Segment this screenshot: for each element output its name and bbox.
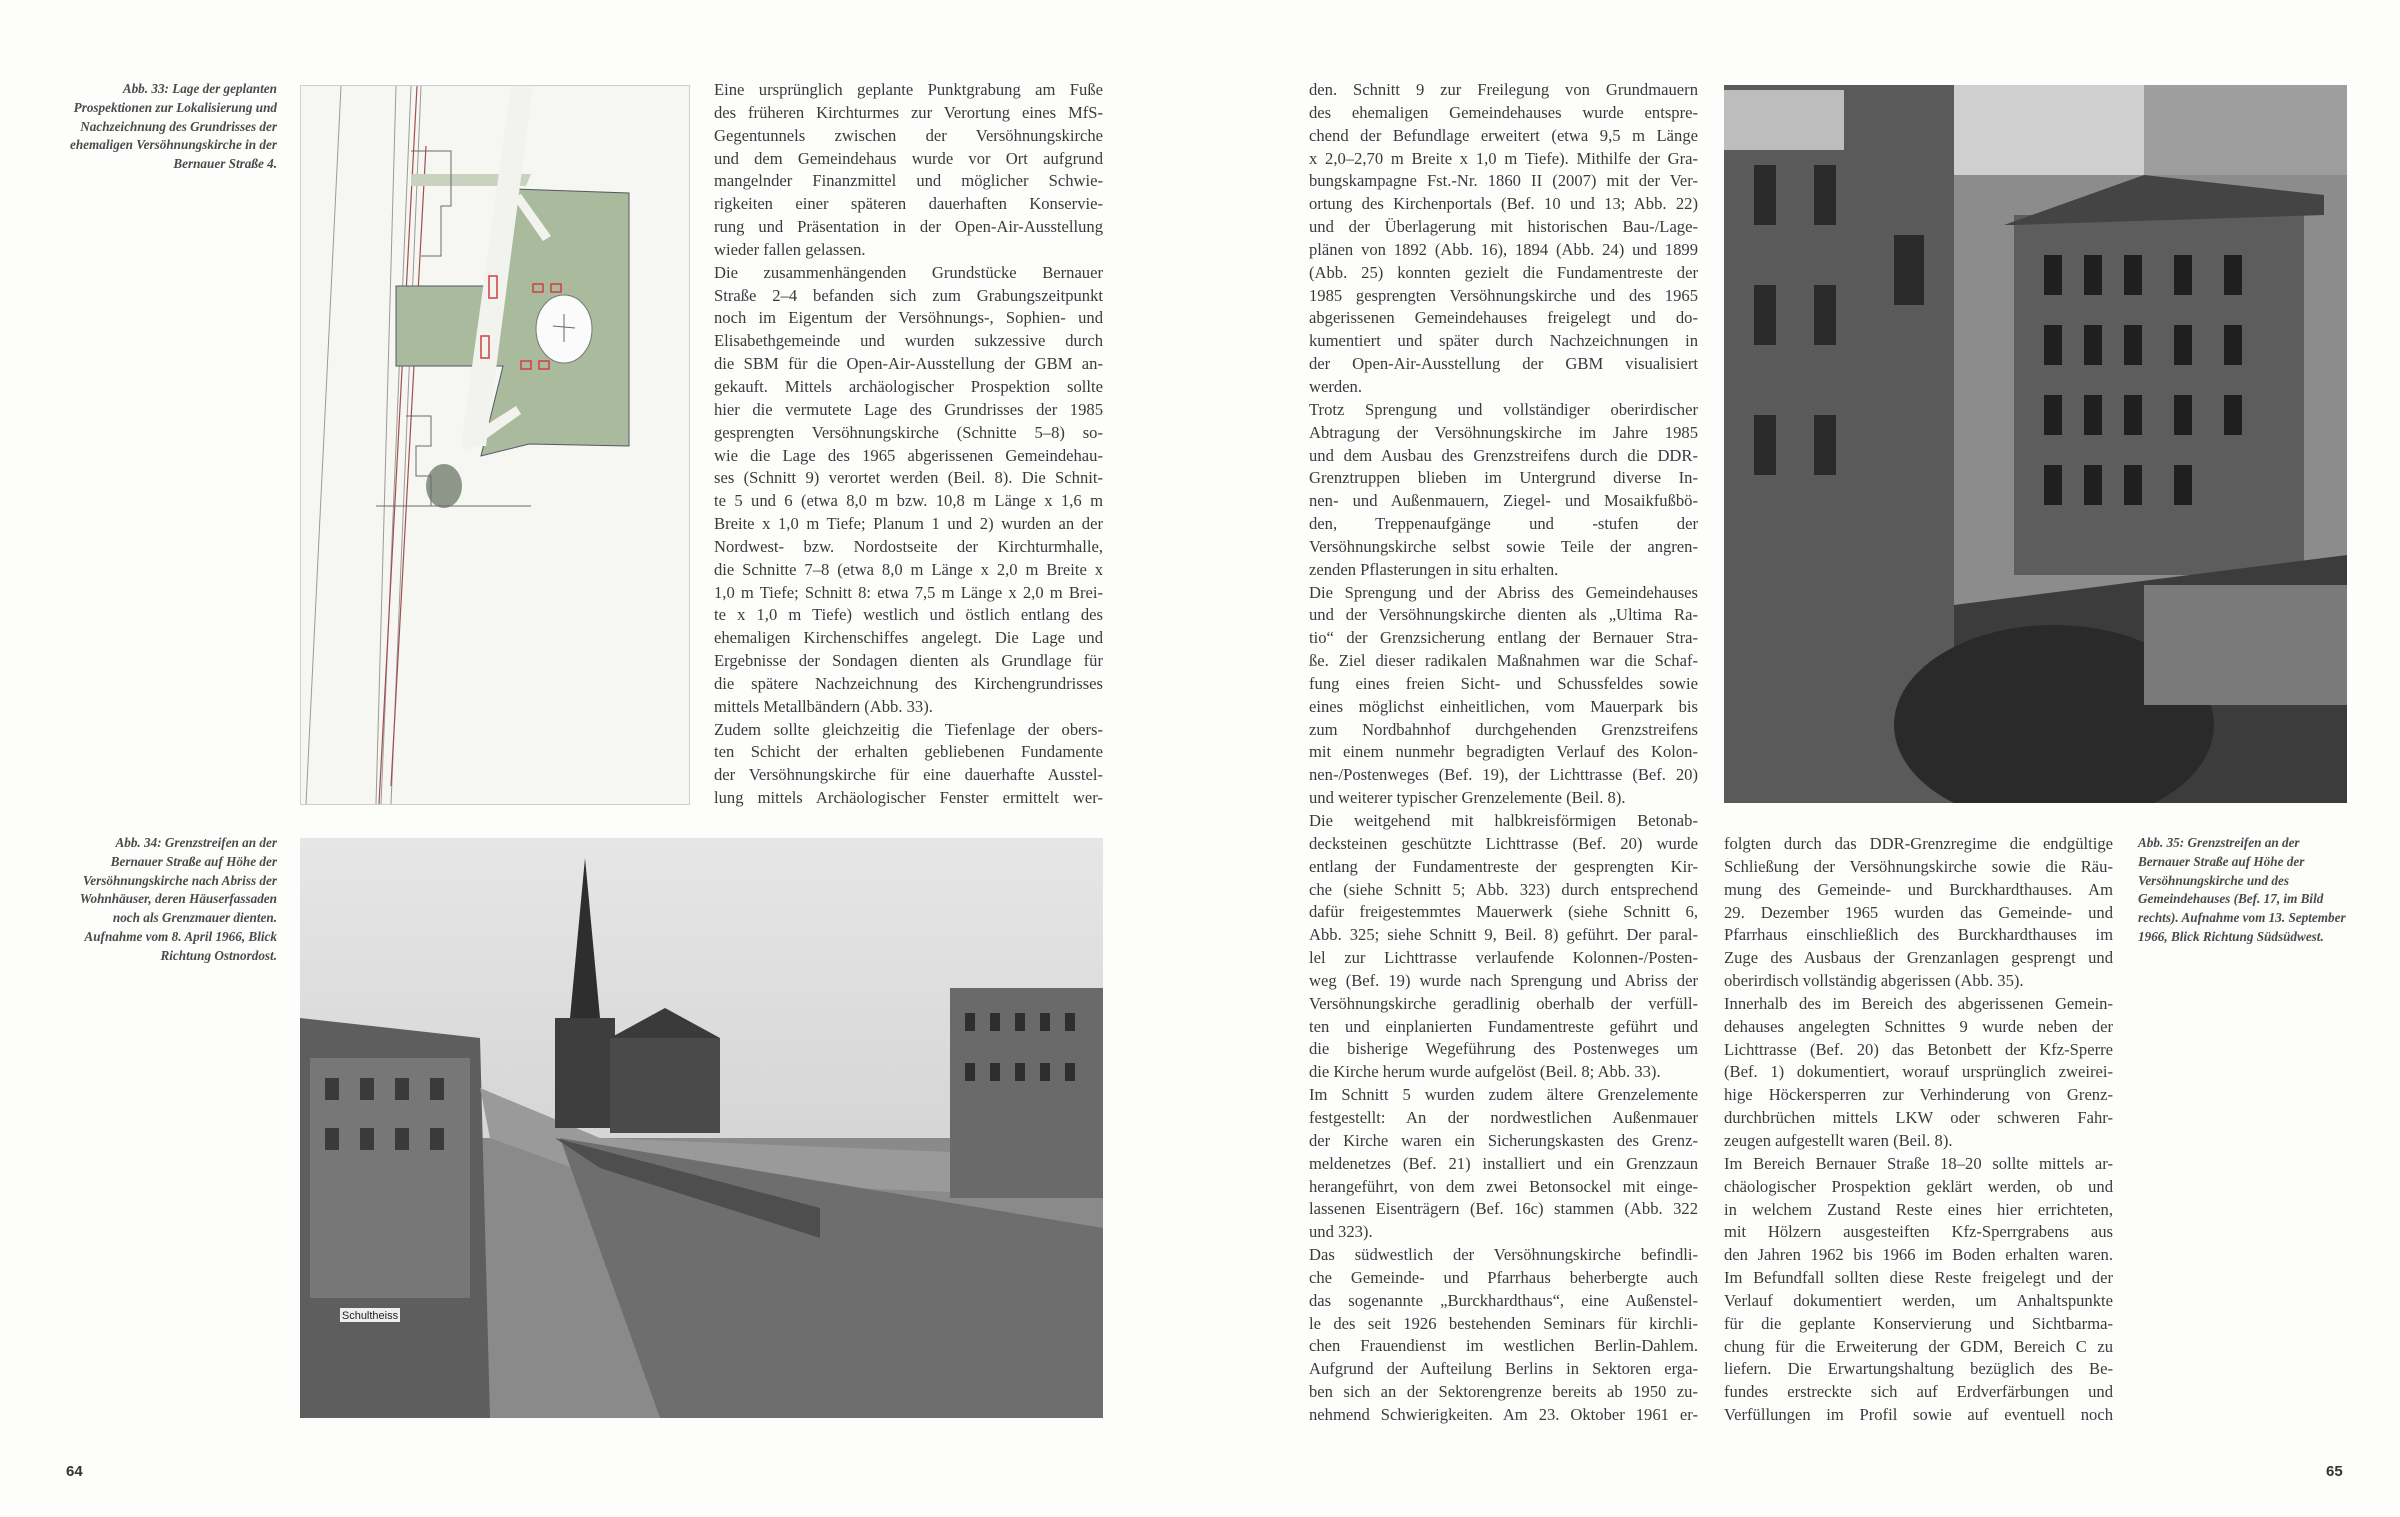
- paragraph: [1309, 810, 1698, 1084]
- text-line: liefern. Die Erwartungshaltung bezüglich des Be-: [1724, 1359, 2113, 1379]
- text-line: in welchem Zustand Reste eines hier errichteten,: [1724, 1199, 2113, 1219]
- site-plan-figure: [300, 85, 690, 805]
- text-line: rung und Präsentation in der Open-Air-Ausstellung: [714, 217, 1103, 237]
- figure-caption-35: Abb. 35: Grenzstreifen an der Bernauer Straße auf Höhe der Versöhnungskirche und des Gemeindehauses (Bef. 17, im Bild rechts). Aufnahme vom 13. September 1966, Blick Richtung Südsüdwest.: [2138, 835, 2346, 944]
- text-line: Das südwestlich der Versöhnungskirche befindli-: [1309, 1245, 1698, 1265]
- text-line: Zudem sollte gleichzeitig die Tiefenlage der obers-: [714, 719, 1103, 739]
- text-line: te 5 und 6 (etwa 8,0 m bzw. 10,8 m Länge x 1,6 m: [714, 491, 1103, 511]
- text-line: gekauft. Mittels archäologischer Prospektion sollte: [714, 376, 1103, 396]
- text-line: (Bef. 1) dokumentiert, worauf ursprünglich zweirei-: [1724, 1062, 2113, 1082]
- text-line: chen Frauendienst im westlichen Berlin-Dahlem.: [1309, 1336, 1698, 1356]
- text-line: Im Schnitt 5 wurden zudem ältere Grenzelemente: [1309, 1085, 1698, 1105]
- text-line: nen-/Postenweges (Bef. 19), der Lichttrasse (Bef. 20): [1309, 765, 1698, 785]
- text-line: Versöhnungskirche selbst sowie Teile der angren-: [1309, 536, 1698, 556]
- photo-border-strip-1966: [300, 838, 1103, 1418]
- text-line: die SBM für die Open-Air-Ausstellung der GBM an-: [714, 354, 1103, 374]
- text-line: der Kirche waren ein Sicherungskasten des Grenz-: [1309, 1130, 1698, 1150]
- paragraph: [1309, 399, 1698, 582]
- text-line: wieder fallen gelassen.: [714, 239, 866, 259]
- text-line: Die weitgehend mit halbkreisförmigen Betonab-: [1309, 811, 1698, 830]
- text-line: dafür freigestemmtes Mauerwerk (siehe Schnitt 6,: [1309, 902, 1698, 922]
- text-line: che Gemeinde- und Pfarrhaus beherbergte auch: [1309, 1267, 1698, 1287]
- text-line: den, Treppenaufgänge und -stufen der: [1309, 514, 1698, 534]
- text-line: Eine ursprünglich geplante Punktgrabung am Fuße: [714, 80, 1103, 99]
- text-line: nen- und Außenmauern, Ziegel- und Mosaikfußbö-: [1309, 491, 1698, 511]
- text-line: mittels Metallbändern (Abb. 33).: [714, 696, 933, 716]
- text-line: Breite x 1,0 m Tiefe; Planum 1 und 2) wurden an der: [714, 514, 1103, 534]
- text-line: mit Hölzern ausgesteiften Kfz-Sperrgrabens aus: [1724, 1222, 2113, 1242]
- text-line: zum Nordbahnhof durchgehenden Grenzstreifens: [1309, 719, 1698, 739]
- text-line: Ergebnisse der Sondagen dienten als Grundlage für: [714, 651, 1103, 671]
- shop-sign: Schultheiss: [341, 1310, 399, 1322]
- text-line: und weiterer typischer Grenzelemente (Beil. 8).: [1309, 788, 1626, 808]
- text-line: ben sich an der Sektorengrenze bereits ab 1950 zu-: [1309, 1382, 1698, 1402]
- text-line: ortung des Kirchenportals (Bef. 10 und 13; Abb. 22): [1309, 194, 1698, 214]
- text-line: ten und einplanierten Fundamentreste geführt und: [1309, 1016, 1698, 1036]
- text-line: und dem Gemeindehaus wurde vor Ort aufgrund: [714, 148, 1103, 168]
- text-line: plänen von 1892 (Abb. 16), 1894 (Abb. 24) und 1899: [1309, 239, 1698, 259]
- text-line: ses (Schnitt 9) verortet werden (Beil. 8). Die Schnit-: [714, 468, 1103, 488]
- text-line: eines möglichst einheitlichen, vom Mauerpark bis: [1309, 696, 1698, 716]
- text-line: mangelnder Finanzmittel und möglicher Schwie-: [714, 171, 1103, 191]
- figure-caption-33: Abb. 33: Lage der geplanten Prospektionen zur Lokalisierung und Nachzeichnung des Grundrisses der ehemaligen Versöhnungskirche in der Bernauer Straße 4.: [69, 81, 277, 172]
- text-line: abgerissenen Gemeindehauses freigelegt und do-: [1309, 308, 1698, 328]
- text-line: Abtragung der Versöhnungskirche im Jahre 1985: [1309, 422, 1698, 442]
- text-line: lel zur Lichttrasse verlaufende Kolonnen-/Posten-: [1309, 948, 1698, 968]
- text-line: fung eines freien Sicht- und Schussfeldes sowie: [1309, 673, 1698, 693]
- text-line: mung des Gemeinde- und Burckhardthauses. Am: [1724, 879, 2113, 899]
- text-line: die bisherige Wegeführung des Postenweges um: [1309, 1039, 1698, 1059]
- text-line: des früheren Kirchturmes zur Verortung eines MfS-: [714, 102, 1103, 122]
- text-line: kumentiert und später durch Nachzeichnungen in: [1309, 331, 1698, 351]
- text-line: fundes erstreckte sich auf Erdverfärbungen und: [1724, 1382, 2113, 1402]
- text-line: die spätere Nachzeichnung des Kirchengrundrisses: [714, 673, 1103, 693]
- text-line: die Kirche herum wurde aufgelöst (Beil. 8; Abb. 33).: [1309, 1062, 1661, 1082]
- text-column-left-page: [714, 79, 1103, 810]
- photo-gemeindehaus-1966: [1724, 85, 2347, 803]
- text-line: der Versöhnungskirche für eine dauerhafte Ausstel-: [714, 765, 1103, 785]
- text-line: der Open-Air-Ausstellung der GBM visualisiert: [1309, 354, 1698, 374]
- text-line: meldenetzes (Bef. 21) installiert und ein Grenzzaun: [1309, 1153, 1698, 1173]
- text-line: Lichttrasse (Bef. 20) das Betonbett der Kfz-Sperre: [1724, 1039, 2113, 1059]
- text-line: Versöhnungskirche geradlinig oberhalb der verfüll-: [1309, 993, 1698, 1013]
- text-line: des ehemaligen Gemeindehauses wurde entspre-: [1309, 102, 1698, 122]
- text-line: zeugen aufgestellt waren (Beil. 8).: [1724, 1130, 1953, 1150]
- text-line: bungskampagne Fst.-Nr. 1860 II (2007) mit der Ver-: [1309, 171, 1698, 191]
- text-line: für die geplante Konservierung und Sichtbarma-: [1724, 1313, 2113, 1333]
- text-line: Die zusammenhängenden Grundstücke Bernauer: [714, 262, 1103, 282]
- text-line: (Abb. 25) konnten gezielt die Fundamentreste der: [1309, 262, 1698, 282]
- text-line: und dem Ausbau des Grenzstreifens durch die DDR-: [1309, 445, 1698, 465]
- text-line: tio“ der Grenzsicherung entlang der Bernauer Stra-: [1309, 628, 1698, 648]
- text-line: folgten durch das DDR-Grenzregime die endgültige: [1724, 834, 2113, 853]
- text-line: weg (Bef. 19) wurde nach Sprengung und Abriss der: [1309, 970, 1698, 990]
- text-line: Im Befundfall sollten diese Reste freigelegt und der: [1724, 1268, 2113, 1288]
- text-line: dehauses angelegten Schnittes 9 wurde neben der: [1724, 1016, 2113, 1036]
- text-line: Verlauf dokumentiert werden, um Anhaltspunkte: [1724, 1290, 2113, 1310]
- text-line: hier die vermutete Lage des Grundrisses der 1985: [714, 399, 1103, 419]
- text-line: und 323).: [1309, 1222, 1373, 1242]
- text-line: 29. Dezember 1965 wurden das Gemeinde- und: [1724, 902, 2113, 922]
- text-line: durchbrüchen mittels LKW oder schweren Fahr-: [1724, 1108, 2113, 1128]
- text-line: werden.: [1309, 376, 1362, 396]
- text-line: den Jahren 1962 bis 1966 im Boden erhalten waren.: [1724, 1245, 2113, 1265]
- text-line: x 2,0–2,70 m Breite x 1,0 m Tiefe). Mithilfe der Gra-: [1309, 148, 1698, 168]
- text-line: Gegentunnels zwischen der Versöhnungskirche: [714, 125, 1103, 145]
- paragraph: [1724, 1153, 2113, 1427]
- page-number-left: 64: [66, 1463, 83, 1480]
- paragraph: [1309, 79, 1698, 399]
- text-line: te x 1,0 m Tiefe) westlich und östlich entlang des: [714, 605, 1103, 625]
- paragraph: [714, 719, 1103, 810]
- text-line: decksteinen geschützte Lichttrasse (Bef. 20) wurde: [1309, 833, 1698, 853]
- paragraph: [714, 262, 1103, 719]
- text-line: herangeführt, von dem zwei Betonsockel mit einge-: [1309, 1176, 1698, 1196]
- paragraph: [1724, 833, 2113, 993]
- paragraph: [1309, 582, 1698, 810]
- text-line: den. Schnitt 9 zur Freilegung von Grundmauern: [1309, 80, 1698, 99]
- text-line: Die Sprengung und der Abriss des Gemeindehauses: [1309, 582, 1698, 602]
- text-line: rigkeiten einer späteren dauerhaften Konservie-: [714, 194, 1103, 214]
- paragraph: [1724, 993, 2113, 1153]
- text-line: Trotz Sprengung und vollständiger oberirdischer: [1309, 399, 1698, 419]
- text-line: le des seit 1926 bestehenden Seminars für kirchli-: [1309, 1313, 1698, 1333]
- text-line: Pfarrhaus einschließlich des Burckhardthauses im: [1724, 925, 2113, 945]
- text-line: nehmend Schwierigkeiten. Am 23. Oktober 1961 er-: [1309, 1404, 1698, 1424]
- text-line: wie die Lage des 1965 abgerissenen Gemeindehau-: [714, 445, 1103, 465]
- text-line: Schließung der Versöhnungskirche sowie die Räu-: [1724, 856, 2113, 876]
- text-column-right-page-2: [1724, 833, 2113, 1427]
- text-line: chung für die Erweiterung der GDM, Bereich C zu: [1724, 1336, 2113, 1356]
- text-line: Elisabethgemeinde und wurden sukzessive durch: [714, 331, 1103, 351]
- text-line: chend der Befundlage erweitert (etwa 9,5 m Länge: [1309, 125, 1698, 145]
- text-line: ße. Ziel dieser radikalen Maßnahmen war die Schaf-: [1309, 651, 1698, 671]
- text-line: Straße 2–4 befanden sich zum Grabungszeitpunkt: [714, 285, 1103, 305]
- text-line: noch im Eigentum der Versöhnungs-, Sophien- und: [714, 308, 1103, 328]
- text-line: oberirdisch vollständig abgerissen (Abb. 35).: [1724, 971, 2024, 991]
- text-line: Abb. 325; siehe Schnitt 9, Beil. 8) geführt. Der paral-: [1309, 925, 1698, 945]
- text-line: und der Versöhnungskirche dienten als „Ultima Ra-: [1309, 605, 1698, 625]
- text-line: Verfüllungen im Profil sowie auf eventuell noch: [1724, 1405, 2113, 1425]
- paragraph: [1309, 1244, 1698, 1427]
- text-line: gesprengten Versöhnungskirche (Schnitte 5–8) so-: [714, 422, 1103, 442]
- text-line: Innerhalb des im Bereich des abgerissenen Gemein-: [1724, 993, 2113, 1013]
- text-line: chäologischer Prospektion geklärt werden, ob und: [1724, 1176, 2113, 1196]
- text-line: ten Schicht der erhalten gebliebenen Fundamente: [714, 742, 1103, 762]
- text-line: hige Höckersperren zur Verhinderung von Grenz-: [1724, 1085, 2113, 1105]
- text-line: che (siehe Schnitt 5; Abb. 323) durch entsprechend: [1309, 879, 1698, 899]
- text-line: Nordwest- bzw. Nordostseite der Kirchturmhalle,: [714, 536, 1103, 556]
- text-line: festgestellt: An der nordwestlichen Außenmauer: [1309, 1107, 1698, 1127]
- text-line: zenden Pflasterungen in situ erhalten.: [1309, 559, 1559, 579]
- text-line: 1985 gesprengten Versöhnungskirche und des 1965: [1309, 285, 1698, 305]
- text-column-right-page-1: [1309, 79, 1698, 1427]
- paragraph: [714, 79, 1103, 262]
- page-number-right: 65: [2326, 1463, 2343, 1480]
- text-line: Zuge des Ausbaus der Grenzanlagen gesprengt und: [1724, 948, 2113, 968]
- text-line: und der Überlagerung mit historischen Bau-/Lage-: [1309, 217, 1698, 237]
- figure-caption-34: Abb. 34: Grenzstreifen an der Bernauer Straße auf Höhe der Versöhnungskirche nach Abriss der Wohnhäuser, deren Häuserfassaden noch als Grenzmauer dienten. Aufnahme vom 8. April 1966, Blick Richtung Ostnordost.: [79, 835, 277, 963]
- text-line: die Schnitte 7–8 (etwa 8,0 m Länge x 2,0 m Breite x: [714, 559, 1103, 579]
- text-line: lung mittels Archäologischer Fenster ermittelt wer-: [714, 788, 1103, 808]
- text-line: Im Bereich Bernauer Straße 18–20 sollte mittels ar-: [1724, 1153, 2113, 1173]
- paragraph: [1309, 1084, 1698, 1244]
- text-line: Aufgrund der Aufteilung Berlins in Sektoren erga-: [1309, 1359, 1698, 1379]
- text-line: mit einem nunmehr begradigten Verlauf des Kolon-: [1309, 742, 1698, 762]
- text-line: das sogenannte „Burckhardthaus“, eine Außenstel-: [1309, 1290, 1698, 1310]
- text-line: entlang der Fundamentreste der gesprengten Kir-: [1309, 856, 1698, 876]
- text-line: lassenen Eisenträgern (Bef. 16c) stammen (Abb. 322: [1309, 1199, 1698, 1219]
- text-line: Grenztruppen blieben im Untergrund diverse In-: [1309, 468, 1698, 488]
- text-line: ehemaligen Kirchenschiffes angelegt. Die Lage und: [714, 628, 1103, 648]
- text-line: 1,0 m Tiefe; Schnitt 8: etwa 7,5 m Länge x 2,0 m Brei-: [714, 582, 1103, 602]
